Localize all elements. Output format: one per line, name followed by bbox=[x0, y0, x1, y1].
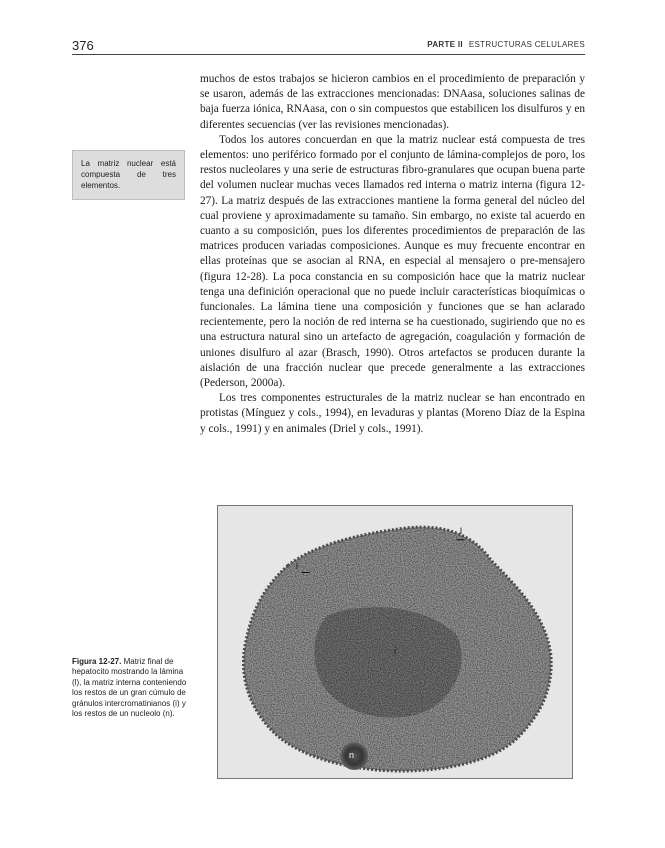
running-header bbox=[72, 38, 585, 54]
body-text bbox=[200, 72, 585, 437]
paragraph: muchos de estos trabajos se hicieron cambios en el procedimiento de preparación y se usaron, además de las extracciones mencionadas: DNAasa, soluciones salinas de baja fuerza iónica, RNAasa, con o sin compuestos que estabilicen los disulfuros y en diferentes secuencias (ver las revisiones mencionadas). bbox=[200, 73, 585, 131]
running-head bbox=[427, 40, 585, 49]
caption-title: Figura 12-27. bbox=[72, 657, 122, 666]
part-label: PARTE II bbox=[427, 40, 463, 49]
figure-label-internal-matrix: i bbox=[394, 646, 396, 656]
figure-label-nucleolus: n bbox=[349, 750, 355, 760]
figure-label-lamina: l bbox=[460, 526, 462, 536]
header-rule bbox=[72, 54, 585, 55]
caption-text: Matriz final de hepatocito mostrando la lámina (l), la matriz interna conteniendo los restos de un gran cúmulo de gránulos intercromatinianos (i) y los restos de un nucleolo (n). bbox=[72, 657, 187, 719]
figure-label-lamina: l bbox=[296, 561, 298, 571]
section-title: ESTRUCTURAS CELULARES bbox=[468, 40, 585, 49]
margin-note: La matriz nuclear está compuesta de tres elementos. bbox=[72, 150, 185, 200]
paragraph: Los tres componentes estructurales de la matriz nuclear se han encontrado en protistas (Mínguez y cols., 1994), en levaduras y plantas (Moreno Díaz de la Espina y cols., 1991) y en animales (Driel y cols., 1991). bbox=[200, 392, 585, 435]
figure-caption bbox=[72, 657, 190, 719]
micrograph-image bbox=[218, 506, 572, 778]
page-number: 376 bbox=[72, 38, 94, 53]
paragraph: Todos los autores concuerdan en que la matriz nuclear está compuesta de tres elementos: uno periférico formado por el conjunto de lámina-complejos de poro, los restos nucleolares y una serie de estructuras fibro-granulares que ocupan buena parte del volumen nuclear muchas veces llamados red interna o matriz interna (figura 12-27). La matriz después de las extracciones mantiene la forma general del núcleo del cual proviene y aproximadamente su tamaño. Sin embargo, no existe tal acuerdo en cuanto a su composición, pues los diferentes procedimientos de preparación de las matrices producen variadas composiciones. Aunque es muy frecuente encontrar en ellas proteínas que se asocian al RNA, en especial al mensajero o pre-mensajero (figura 12-28). La poca constancia en su composición hace que la matriz nuclear tenga una definición operacional que no puede incluir características bioquímicas o funcionales. La lámina tiene una composición y funciones que se han aclarado recientemente, pero la noción de red interna se ha cuestionado, sugiriendo que no es una estructura natural sino un artefacto de agregación, coagulación y formación de uniones disulfuro al azar (Brasch, 1990). Otros artefactos se producen durante la aislación de una fracción nuclear que precede generalmente a las extracciones (Pederson, 2000a). bbox=[200, 133, 585, 390]
micrograph-figure bbox=[217, 505, 573, 779]
